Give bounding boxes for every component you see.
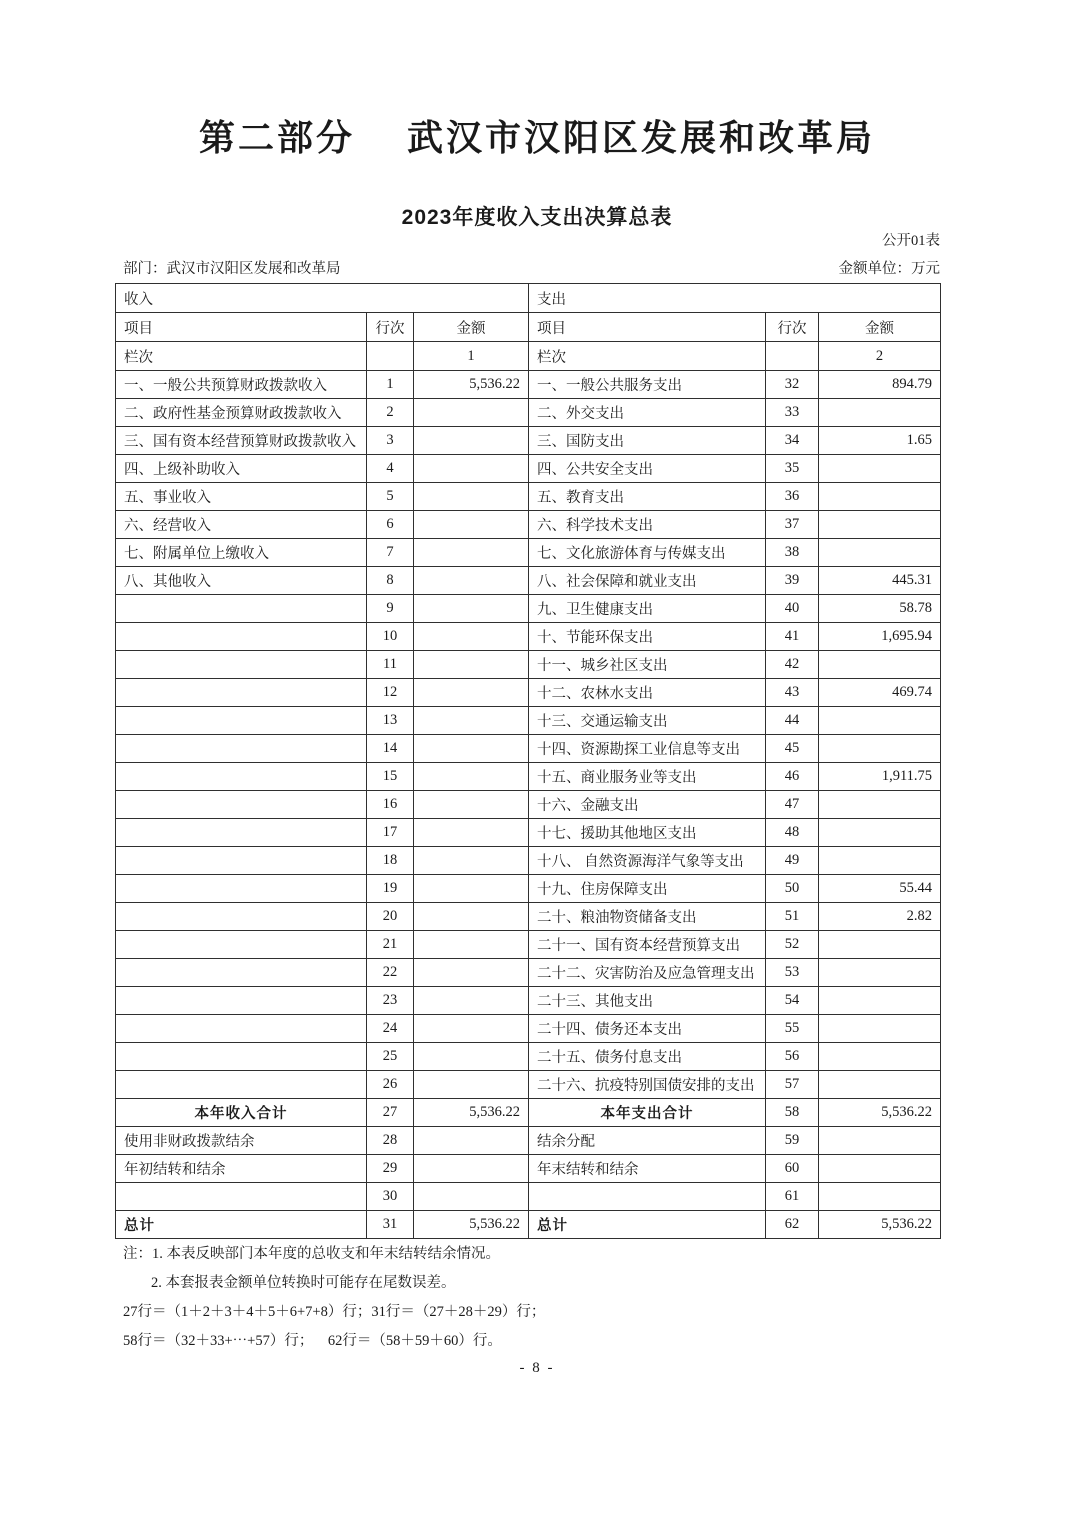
expense-row-cell: 55 [766, 1015, 819, 1043]
expense-amount-cell: 58.78 [819, 595, 941, 623]
income-item-cell: 三、国有资本经营预算财政拨款收入 [116, 427, 367, 455]
income-item-cell [116, 1015, 367, 1043]
table-row [116, 371, 941, 399]
income-amount-cell [414, 651, 529, 679]
expense-item-cell: 十七、援助其他地区支出 [529, 819, 766, 847]
income-amount-cell: 5,536.22 [414, 1211, 529, 1239]
income-amount-cell [414, 735, 529, 763]
income-item-cell: 总计 [116, 1211, 367, 1239]
expense-row-cell: 56 [766, 1043, 819, 1071]
income-amount-cell [414, 539, 529, 567]
expense-row-cell: 54 [766, 987, 819, 1015]
expense-row-cell: 40 [766, 595, 819, 623]
table-row [116, 875, 941, 903]
income-item-cell [116, 735, 367, 763]
income-row-cell: 4 [367, 455, 414, 483]
income-row-cell: 5 [367, 483, 414, 511]
income-amount-cell [414, 455, 529, 483]
income-index-label: 栏次 [116, 342, 367, 371]
table-row [116, 1043, 941, 1071]
expense-amount-cell: 445.31 [819, 567, 941, 595]
income-item-cell [116, 791, 367, 819]
expense-amount-cell: 2.82 [819, 903, 941, 931]
page-number: - 8 - [519, 1360, 555, 1376]
income-row-cell: 11 [367, 651, 414, 679]
meta-row [123, 257, 940, 278]
expense-row-cell: 47 [766, 791, 819, 819]
expense-amount-cell [819, 539, 941, 567]
table-row [116, 567, 941, 595]
expense-item-header: 项目 [529, 313, 766, 342]
expense-index-value: 2 [819, 342, 941, 371]
income-item-cell [116, 651, 367, 679]
income-item-cell [116, 623, 367, 651]
expense-amount-cell [819, 959, 941, 987]
expense-row-cell: 52 [766, 931, 819, 959]
income-row-cell: 10 [367, 623, 414, 651]
form-code-label: 公开01表 [882, 233, 940, 249]
expense-row-cell: 58 [766, 1099, 819, 1127]
expense-item-cell: 二十一、国有资本经营预算支出 [529, 931, 766, 959]
income-row-cell: 1 [367, 371, 414, 399]
income-row-cell: 24 [367, 1015, 414, 1043]
expense-item-cell: 二、外交支出 [529, 399, 766, 427]
income-item-cell: 年初结转和结余 [116, 1155, 367, 1183]
income-item-cell: 二、政府性基金预算财政拨款收入 [116, 399, 367, 427]
expense-amount-cell [819, 455, 941, 483]
table-body [116, 371, 941, 1239]
income-item-cell [116, 1183, 367, 1211]
income-amount-cell [414, 1071, 529, 1099]
expense-row-cell: 35 [766, 455, 819, 483]
income-amount-header: 金额 [414, 313, 529, 342]
table-row [116, 735, 941, 763]
expense-row-cell: 62 [766, 1211, 819, 1239]
income-amount-cell [414, 679, 529, 707]
expense-item-cell: 二十三、其他支出 [529, 987, 766, 1015]
expense-amount-cell [819, 931, 941, 959]
expense-row-cell: 53 [766, 959, 819, 987]
expense-amount-cell [819, 483, 941, 511]
table-row [116, 931, 941, 959]
income-amount-cell [414, 931, 529, 959]
expense-item-cell: 十一、城乡社区支出 [529, 651, 766, 679]
income-amount-cell [414, 567, 529, 595]
table-row [116, 987, 941, 1015]
table-row [116, 1071, 941, 1099]
income-item-cell: 六、经营收入 [116, 511, 367, 539]
income-item-cell [116, 679, 367, 707]
expense-amount-cell [819, 819, 941, 847]
expense-row-cell: 61 [766, 1183, 819, 1211]
income-amount-cell [414, 763, 529, 791]
table-row [116, 903, 941, 931]
table-row [116, 763, 941, 791]
table-row [116, 539, 941, 567]
expense-amount-cell [819, 987, 941, 1015]
income-item-cell [116, 707, 367, 735]
expense-item-cell: 九、卫生健康支出 [529, 595, 766, 623]
expense-amount-cell [819, 1015, 941, 1043]
expense-item-cell: 十八、 自然资源海洋气象等支出 [529, 847, 766, 875]
income-item-cell [116, 1071, 367, 1099]
expense-row-cell: 43 [766, 679, 819, 707]
section-header-row [116, 284, 941, 313]
expense-amount-cell [819, 1155, 941, 1183]
income-row-cell: 3 [367, 427, 414, 455]
expense-item-cell: 五、教育支出 [529, 483, 766, 511]
income-row-cell: 23 [367, 987, 414, 1015]
income-item-cell [116, 931, 367, 959]
income-item-cell [116, 959, 367, 987]
budget-table [115, 283, 941, 1239]
income-row-cell: 30 [367, 1183, 414, 1211]
expense-item-cell: 十四、资源勘探工业信息等支出 [529, 735, 766, 763]
table-row [116, 959, 941, 987]
income-item-cell: 七、附属单位上缴收入 [116, 539, 367, 567]
income-row-cell: 15 [367, 763, 414, 791]
table-row [116, 791, 941, 819]
note-line-4: 58行＝（32＋33+⋯+57）行； 62行＝（58＋59＋60）行。 [123, 1333, 502, 1349]
income-item-cell [116, 763, 367, 791]
income-amount-cell [414, 875, 529, 903]
income-item-cell [116, 875, 367, 903]
income-row-cell: 29 [367, 1155, 414, 1183]
income-amount-cell [414, 903, 529, 931]
expense-row-cell: 36 [766, 483, 819, 511]
income-amount-cell [414, 595, 529, 623]
income-row-cell: 31 [367, 1211, 414, 1239]
income-row-cell: 12 [367, 679, 414, 707]
table-row [116, 1211, 941, 1239]
table-head [116, 284, 941, 371]
income-amount-cell [414, 427, 529, 455]
income-row-cell: 9 [367, 595, 414, 623]
income-amount-cell [414, 959, 529, 987]
expense-row-cell: 37 [766, 511, 819, 539]
income-item-cell: 一、一般公共预算财政拨款收入 [116, 371, 367, 399]
income-item-cell [116, 1043, 367, 1071]
expense-item-cell: 二十四、债务还本支出 [529, 1015, 766, 1043]
expense-item-cell: 八、社会保障和就业支出 [529, 567, 766, 595]
notes-block [123, 1240, 545, 1356]
expense-item-cell: 十二、农林水支出 [529, 679, 766, 707]
note-line-3: 27行＝（1＋2＋3＋4＋5＋6+7+8）行；31行＝（27＋28＋29）行； [123, 1304, 546, 1320]
expense-item-cell: 四、公共安全支出 [529, 455, 766, 483]
expense-section-label: 支出 [529, 284, 941, 313]
table-row [116, 623, 941, 651]
table-title: 2023年度收入支出决算总表 [401, 206, 673, 229]
expense-item-cell: 三、国防支出 [529, 427, 766, 455]
income-row-cell: 2 [367, 399, 414, 427]
income-amount-cell [414, 1183, 529, 1211]
expense-row-cell: 51 [766, 903, 819, 931]
table-row [116, 847, 941, 875]
income-amount-cell [414, 707, 529, 735]
expense-item-cell: 十三、交通运输支出 [529, 707, 766, 735]
expense-item-cell: 二十二、灾害防治及应急管理支出 [529, 959, 766, 987]
table-row [116, 511, 941, 539]
part-title: 第二部分 武汉市汉阳区发展和改革局 [198, 117, 875, 158]
table-row [116, 427, 941, 455]
expense-item-cell: 二十六、抗疫特别国债安排的支出 [529, 1071, 766, 1099]
income-index-empty [367, 342, 414, 371]
expense-row-cell: 60 [766, 1155, 819, 1183]
income-amount-cell [414, 483, 529, 511]
table-row [116, 1099, 941, 1127]
expense-amount-cell [819, 707, 941, 735]
expense-row-cell: 49 [766, 847, 819, 875]
table-row [116, 679, 941, 707]
income-amount-cell: 5,536.22 [414, 371, 529, 399]
expense-row-cell: 42 [766, 651, 819, 679]
expense-row-cell: 34 [766, 427, 819, 455]
expense-rownum-header: 行次 [766, 313, 819, 342]
income-item-cell [116, 987, 367, 1015]
income-amount-cell [414, 1127, 529, 1155]
expense-item-cell: 十九、住房保障支出 [529, 875, 766, 903]
income-amount-cell [414, 791, 529, 819]
table-row [116, 483, 941, 511]
table-row [116, 399, 941, 427]
income-index-value: 1 [414, 342, 529, 371]
expense-item-cell: 十六、金融支出 [529, 791, 766, 819]
income-row-cell: 20 [367, 903, 414, 931]
table-row [116, 1155, 941, 1183]
expense-row-cell: 44 [766, 707, 819, 735]
income-amount-cell [414, 819, 529, 847]
income-row-cell: 14 [367, 735, 414, 763]
expense-amount-cell: 1,911.75 [819, 763, 941, 791]
expense-row-cell: 48 [766, 819, 819, 847]
table-row [116, 707, 941, 735]
income-item-cell: 五、事业收入 [116, 483, 367, 511]
expense-row-cell: 33 [766, 399, 819, 427]
income-row-cell: 21 [367, 931, 414, 959]
expense-row-cell: 45 [766, 735, 819, 763]
income-amount-cell [414, 511, 529, 539]
expense-row-cell: 46 [766, 763, 819, 791]
income-section-label: 收入 [116, 284, 529, 313]
expense-amount-cell: 5,536.22 [819, 1211, 941, 1239]
income-row-cell: 25 [367, 1043, 414, 1071]
expense-row-cell: 39 [766, 567, 819, 595]
expense-index-empty [766, 342, 819, 371]
department-label: 部门：武汉市汉阳区发展和改革局 [123, 261, 341, 277]
income-item-cell [116, 819, 367, 847]
note-line-2: 2. 本套报表金额单位转换时可能存在尾数误差。 [151, 1275, 456, 1291]
expense-amount-cell [819, 1071, 941, 1099]
note-line-1: 注：1. 本表反映部门本年度的总收支和年末结转结余情况。 [123, 1246, 500, 1262]
income-row-cell: 16 [367, 791, 414, 819]
expense-row-cell: 50 [766, 875, 819, 903]
expense-amount-cell [819, 735, 941, 763]
income-row-cell: 26 [367, 1071, 414, 1099]
income-amount-cell: 5,536.22 [414, 1099, 529, 1127]
table-row [116, 1183, 941, 1211]
expense-item-cell: 二十五、债务付息支出 [529, 1043, 766, 1071]
unit-label: 金额单位：万元 [838, 261, 940, 277]
expense-row-cell: 32 [766, 371, 819, 399]
income-item-cell [116, 847, 367, 875]
income-item-cell [116, 595, 367, 623]
income-row-cell: 27 [367, 1099, 414, 1127]
income-amount-cell [414, 1015, 529, 1043]
income-item-cell: 本年收入合计 [116, 1099, 367, 1127]
expense-amount-cell: 894.79 [819, 371, 941, 399]
expense-amount-cell [819, 651, 941, 679]
expense-item-cell [529, 1183, 766, 1211]
expense-row-cell: 38 [766, 539, 819, 567]
expense-amount-cell [819, 511, 941, 539]
expense-item-cell: 六、科学技术支出 [529, 511, 766, 539]
expense-row-cell: 57 [766, 1071, 819, 1099]
column-index-row [116, 342, 941, 371]
income-amount-cell [414, 987, 529, 1015]
income-rownum-header: 行次 [367, 313, 414, 342]
income-amount-cell [414, 847, 529, 875]
income-row-cell: 19 [367, 875, 414, 903]
income-row-cell: 22 [367, 959, 414, 987]
table-row [116, 455, 941, 483]
expense-row-cell: 59 [766, 1127, 819, 1155]
income-amount-cell [414, 399, 529, 427]
expense-amount-cell [819, 399, 941, 427]
expense-item-cell: 七、文化旅游体育与传媒支出 [529, 539, 766, 567]
income-row-cell: 7 [367, 539, 414, 567]
income-item-cell [116, 903, 367, 931]
expense-item-cell: 总计 [529, 1211, 766, 1239]
expense-amount-cell: 469.74 [819, 679, 941, 707]
expense-amount-cell [819, 1183, 941, 1211]
table-row [116, 1127, 941, 1155]
income-amount-cell [414, 1155, 529, 1183]
income-row-cell: 28 [367, 1127, 414, 1155]
income-row-cell: 17 [367, 819, 414, 847]
table-row [116, 1015, 941, 1043]
column-header-row [116, 313, 941, 342]
income-amount-cell [414, 623, 529, 651]
income-item-cell: 使用非财政拨款结余 [116, 1127, 367, 1155]
expense-index-label: 栏次 [529, 342, 766, 371]
expense-row-cell: 41 [766, 623, 819, 651]
expense-amount-cell [819, 1127, 941, 1155]
expense-item-cell: 十五、商业服务业等支出 [529, 763, 766, 791]
table-row [116, 819, 941, 847]
expense-item-cell: 本年支出合计 [529, 1099, 766, 1127]
table-row [116, 595, 941, 623]
expense-amount-cell [819, 791, 941, 819]
expense-amount-cell: 55.44 [819, 875, 941, 903]
income-row-cell: 8 [367, 567, 414, 595]
expense-amount-cell [819, 847, 941, 875]
expense-amount-cell [819, 1043, 941, 1071]
income-amount-cell [414, 1043, 529, 1071]
table-row [116, 651, 941, 679]
income-row-cell: 13 [367, 707, 414, 735]
income-item-header: 项目 [116, 313, 367, 342]
expense-item-cell: 年末结转和结余 [529, 1155, 766, 1183]
income-item-cell: 八、其他收入 [116, 567, 367, 595]
income-row-cell: 6 [367, 511, 414, 539]
expense-item-cell: 十、节能环保支出 [529, 623, 766, 651]
income-row-cell: 18 [367, 847, 414, 875]
expense-item-cell: 一、一般公共服务支出 [529, 371, 766, 399]
expense-amount-cell: 5,536.22 [819, 1099, 941, 1127]
expense-amount-cell: 1.65 [819, 427, 941, 455]
expense-item-cell: 结余分配 [529, 1127, 766, 1155]
income-item-cell: 四、上级补助收入 [116, 455, 367, 483]
expense-item-cell: 二十、粮油物资储备支出 [529, 903, 766, 931]
expense-amount-cell: 1,695.94 [819, 623, 941, 651]
expense-amount-header: 金额 [819, 313, 941, 342]
